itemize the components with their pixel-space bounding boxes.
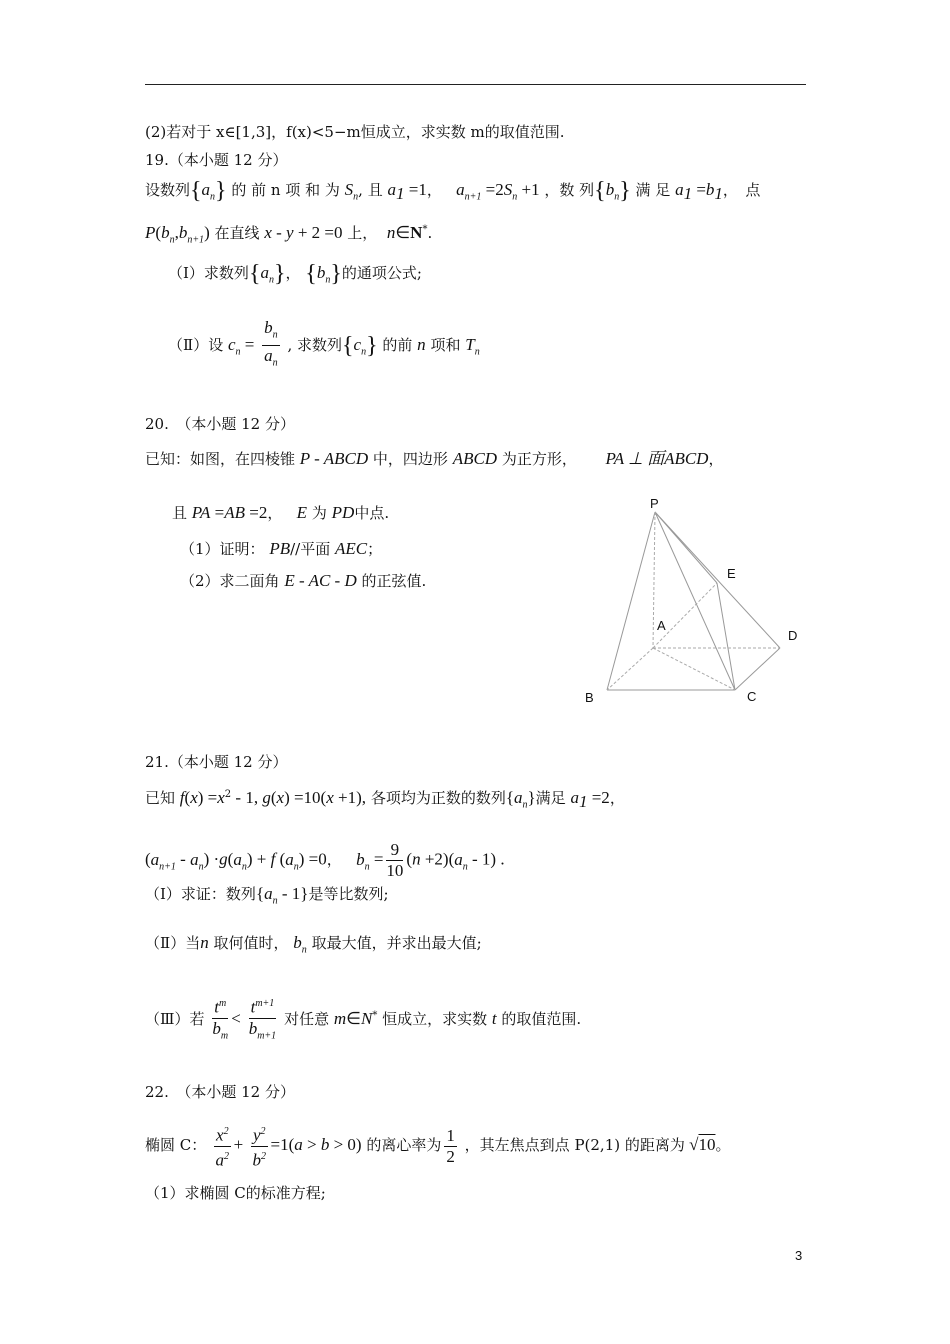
q21-part2: （Ⅱ）当n 取何值时， $b_n$ 取最大值，并求出最大值; [145,933,482,956]
q18-part2: (2)若对于 x∈[1,3]，f(x)<5−m恒成立，求实数 m的取值范围. [145,123,565,141]
label-A: A [657,618,666,633]
page-number: 3 [795,1248,803,1263]
q19-line2: $P(b_n,b_{n+1})$ 在直线 x - y + 2 =0 上， n∈N*. [145,223,433,246]
q20-part2: （2）求二面角 E - AC - D 的正弦值. [180,571,427,590]
label-D: D [788,628,798,643]
label-C: C [747,689,757,704]
q19-part2: （Ⅱ）设 $c_n$ = $\frac{b_n}{a_n}$ , 求数列$\{c_n\}$ 的前 n 项和 $T_n$ [168,318,480,369]
q20-header: 20. （本小题 12 分） [145,415,295,433]
label-P: P [650,496,659,511]
q19-intro: 设数列$\{a_n\}$ 的 前 n 项 和 为 $S_n$, 且 $a_1 =1$， $a_{n+1} =2S_n +1$ ，数 列$\{b_n\}$ 满 足 $a_1 =b_1$， 点 [145,178,761,204]
q21-part3: （Ⅲ）若 $\frac{t^m}{b_m}$ < $\frac{t^{m+1}}{b_{m+1}}$ 对任意 m∈N* 恒成立，求实数 t 的取值范围. [145,994,581,1046]
q20-intro: 已知：如图，在四棱锥 P - ABCD 中，四边形 ABCD 为正方形， PA ⊥ 面ABCD， [145,449,724,468]
label-B: B [585,690,594,705]
q20-part1: （1）证明： PB//平面 AEC； [180,539,383,558]
q21-line2: $(a_{n+1} - a_n) \cdot g(a_n) + f$ $(a_n) =0$， $b_n$ = $\frac{9}{10}$ $(n +2)(a_n - 1)$ . [145,840,505,880]
pyramid-figure [575,490,815,710]
q19-header: 19.（本小题 12 分） [145,151,288,169]
q22-part1: （1）求椭圆 C的标准方程; [145,1184,326,1202]
label-E: E [727,566,736,581]
q22-header: 22. （本小题 12 分） [145,1083,295,1101]
q19-part1: （Ⅰ）求数列$\{a_n\}$， $\{b_n\}$的通项公式; [168,261,422,287]
q22-intro: 椭圆 C： $\frac{x^2}{a^2}$ + $\frac{y^2}{b^2}$ =1(a > b > 0) 的离心率为 $\frac{1}{2}$ ，其左焦点到点 P(2,1) 的距离为 √10。 [145,1122,730,1170]
header-rule [145,84,806,85]
q21-header: 21.（本小题 12 分） [145,753,288,771]
q21-part1: （Ⅰ）求证：数列$\{a_n - 1\}$是等比数列; [145,884,389,907]
q20-line2: 且 PA =AB =2， E 为 PD中点. [172,503,390,522]
q21-intro: 已知 $f(x) =x^2 - 1$, g(x) =10(x +1), 各项均为正数的数列$\{a_n\}$满足 $a_1 =2$， [145,788,625,811]
